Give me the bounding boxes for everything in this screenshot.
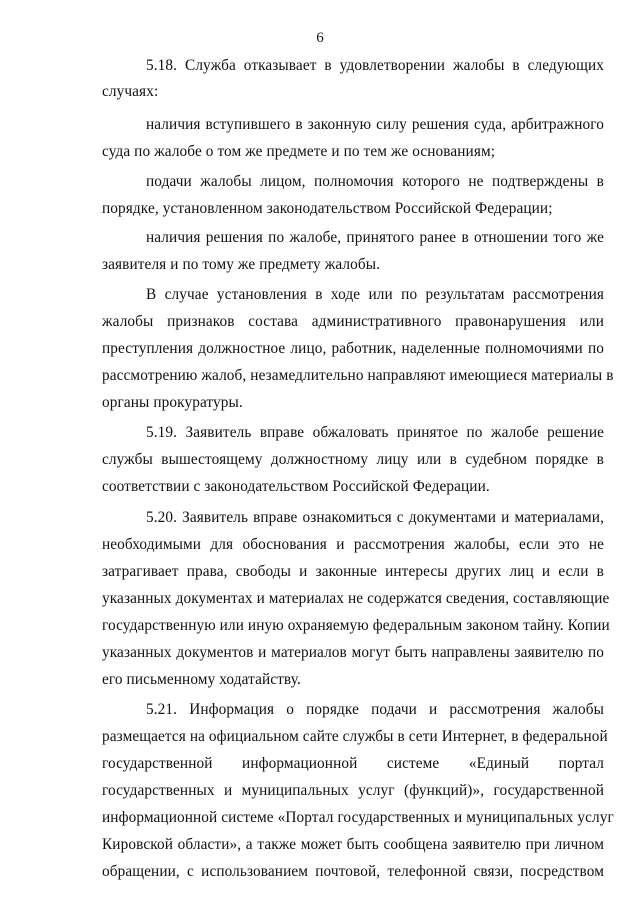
text-line: случаях: <box>102 83 159 100</box>
text-line: размещается на официальном сайте службы в сети Интернет, в федеральной <box>102 728 608 745</box>
text-line: органы прокуратуры. <box>102 394 243 411</box>
page-number: 6 <box>316 30 324 46</box>
text-line: 5.20. Заявитель вправе ознакомиться с документами и материалами, <box>146 509 604 526</box>
text-line: 5.18. Служба отказывает в удовлетворении жалобы в следующих <box>146 57 604 74</box>
text-line: 5.19. Заявитель вправе обжаловать принятое по жалобе решение <box>146 424 604 441</box>
text-line: суда по жалобе о том же предмете и по тем же основаниям; <box>102 143 496 160</box>
text-line: государственной информационной системе «Единый портал <box>102 755 604 772</box>
text-line: 5.21. Информация о порядке подачи и рассмотрения жалобы <box>146 701 604 718</box>
text-line: государственную или иную охраняемую федеральным законом тайну. Копии <box>102 617 610 634</box>
text-line: службы вышестоящему должностному лицу или в судебном порядке в <box>102 451 604 468</box>
text-line: заявителя и по тому же предмету жалобы. <box>102 256 381 273</box>
text-line: его письменному ходатайству. <box>102 671 301 688</box>
text-line: необходимыми для обоснования и рассмотрения жалобы, если это не <box>102 536 604 553</box>
text-line: наличия вступившего в законную силу решения суда, арбитражного <box>146 116 604 133</box>
text-line: указанных документов и материалов могут быть направлены заявителю по <box>102 644 604 661</box>
text-line: затрагивает права, свободы и законные интересы других лиц и если в <box>102 563 604 580</box>
text-line: государственных и муниципальных услуг (функций)», государственной <box>102 782 604 799</box>
text-line: информационной системе «Портал государственных и муниципальных услуг <box>102 809 614 826</box>
text-line: обращении, с использованием почтовой, телефонной связи, посредством <box>102 863 604 880</box>
text-line: рассмотрению жалоб, незамедлительно направляют имеющиеся материалы в <box>102 367 614 384</box>
text-line: преступления должностное лицо, работник, наделенные полномочиями по <box>102 340 604 357</box>
text-line: наличия решения по жалобе, принятого ранее в отношении того же <box>146 229 604 246</box>
text-line: В случае установления в ходе или по результатам рассмотрения <box>146 286 604 303</box>
text-line: жалобы признаков состава административного правонарушения или <box>102 313 604 330</box>
text-line: подачи жалобы лицом, полномочия которого не подтверждены в <box>146 173 604 190</box>
text-line: порядке, установленном законодательством Российской Федерации; <box>102 200 553 217</box>
text-line: указанных документах и материалах не содержатся сведения, составляющие <box>102 590 610 607</box>
text-line: соответствии с законодательством Российской Федерации. <box>102 478 490 495</box>
text-line: Кировской области», а также может быть сообщена заявителю при личном <box>102 836 604 853</box>
